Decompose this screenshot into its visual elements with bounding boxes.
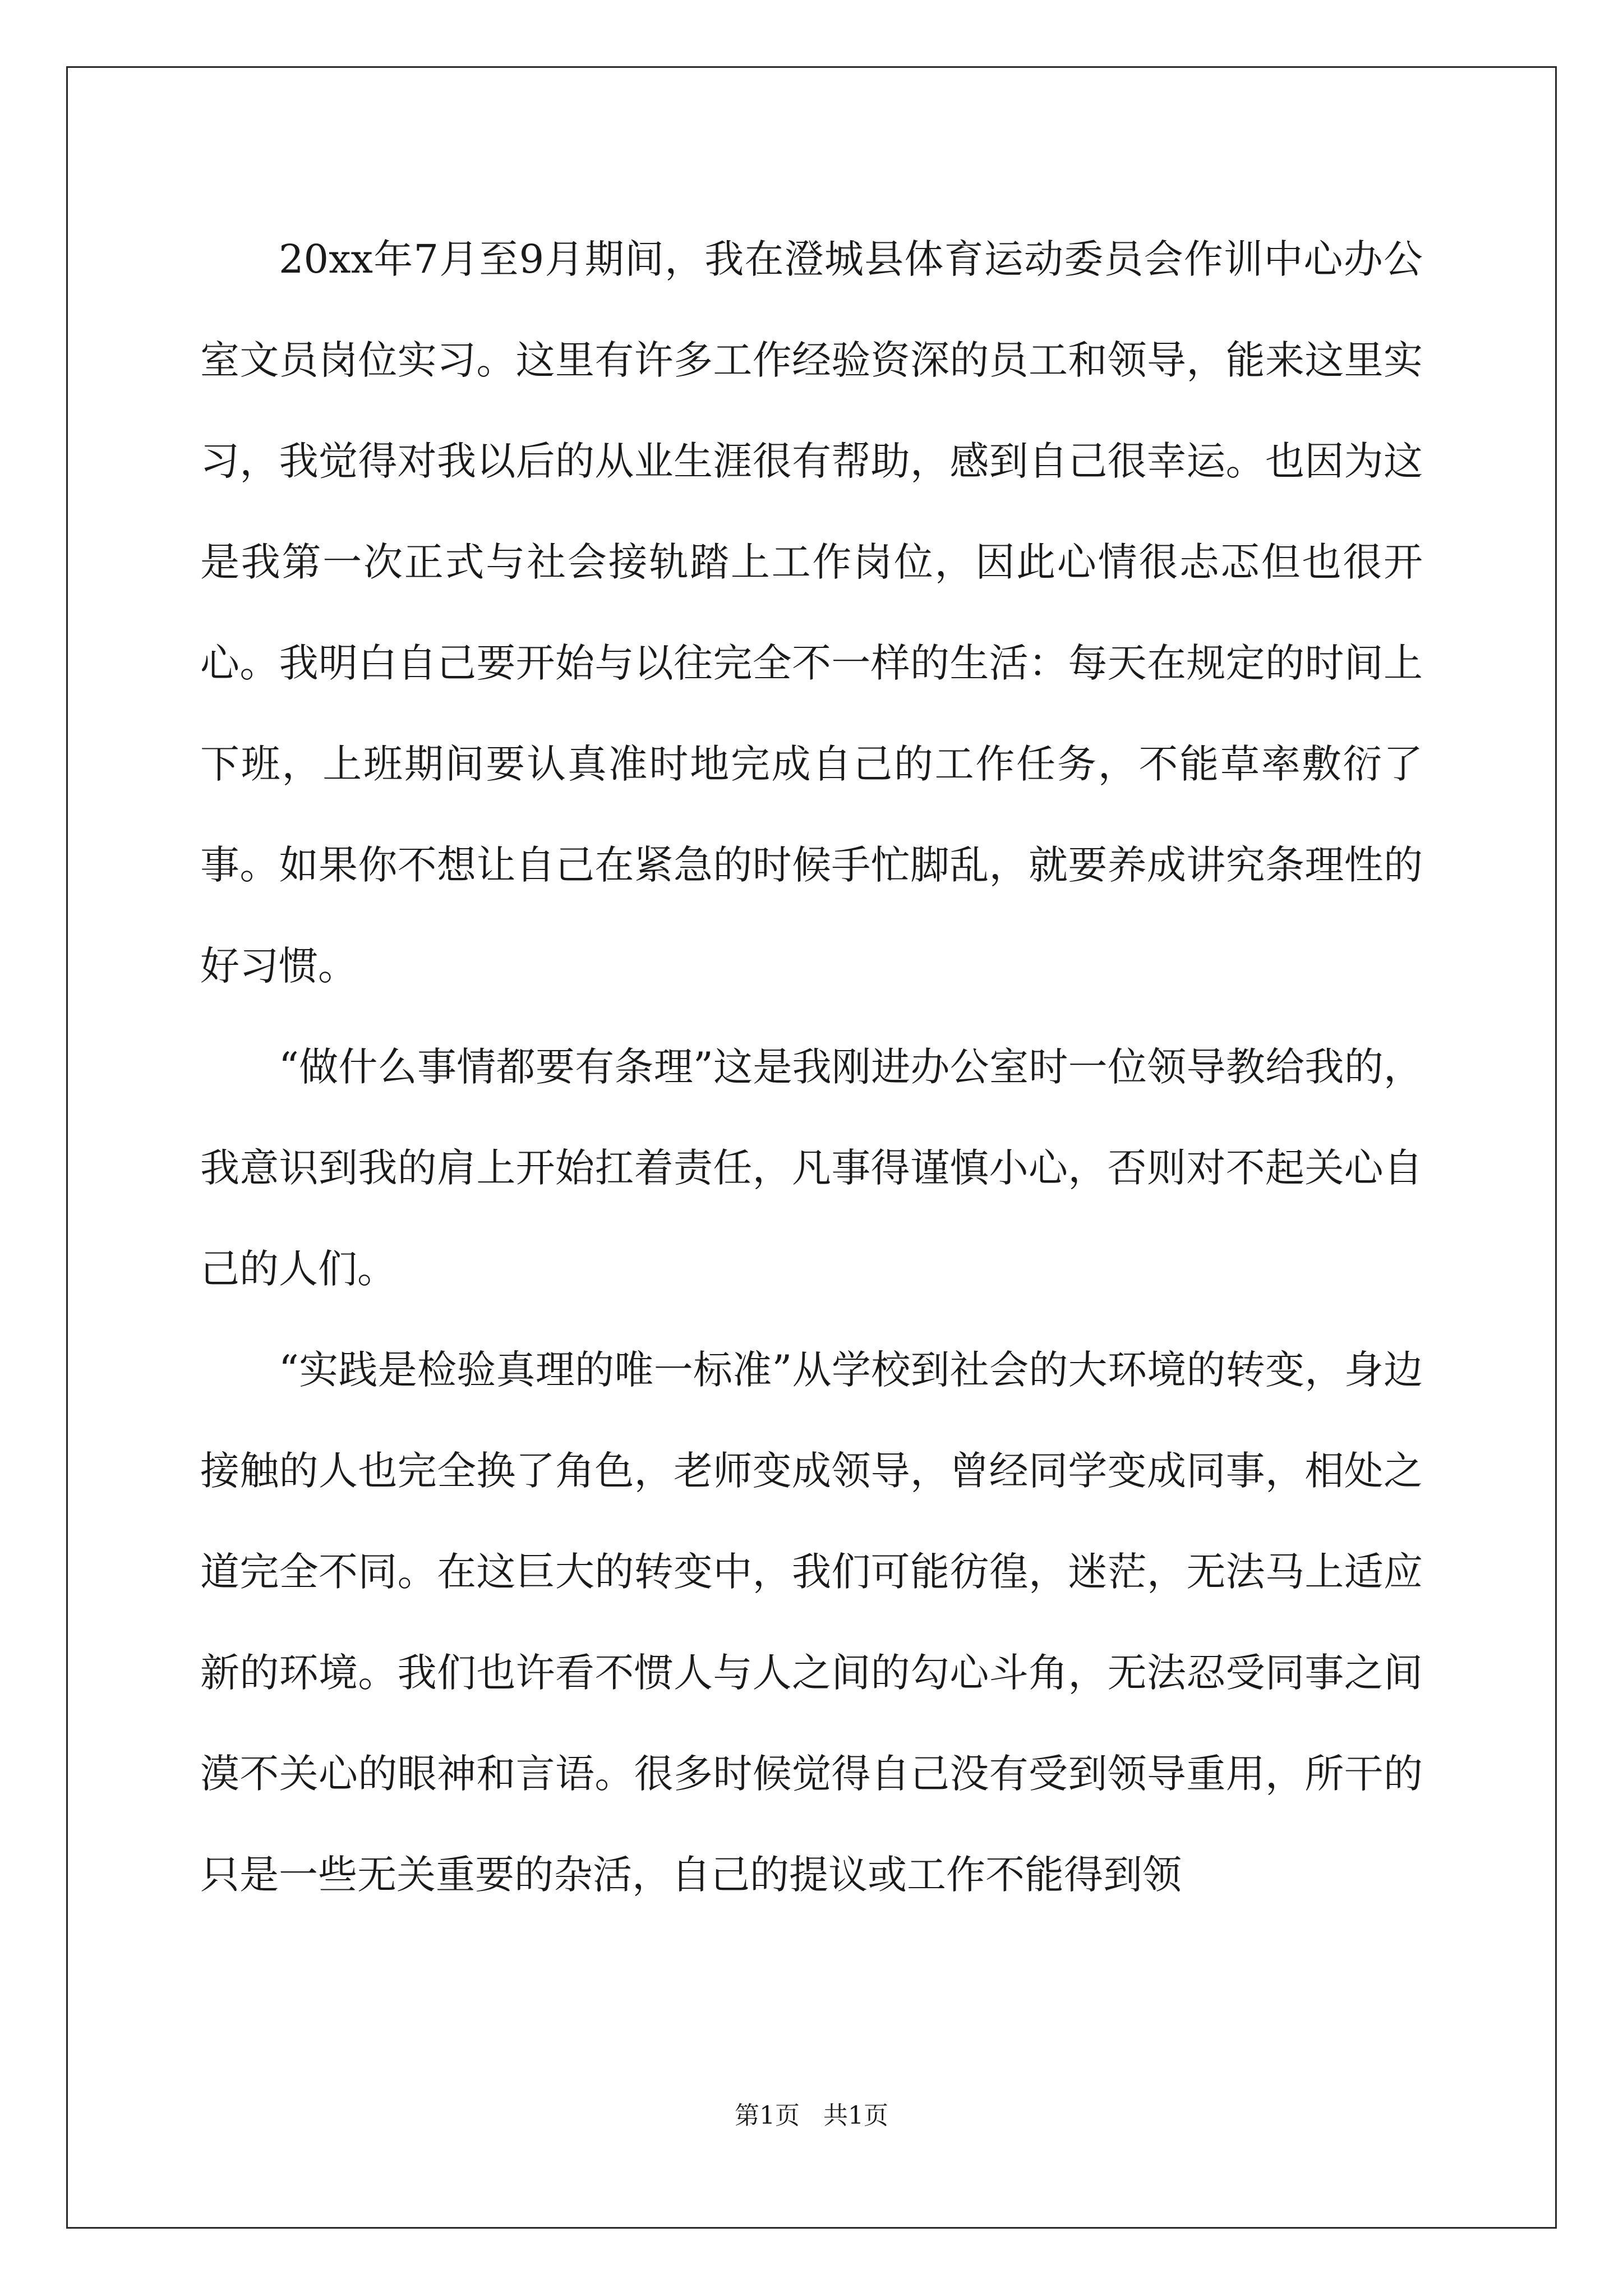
paragraph-1: 20xx年7月至9月期间，我在澄城县体育运动委员会作训中心办公室文员岗位实习。这里有许多工作经验资深的员工和领导，能来这里实习，我觉得对我以后的从业生涯很有帮助，感到自己很幸运。也因为这是我第一次正式与社会接轨踏上工作岗位，因此心情很忐忑但也很开心。我明白自己要开始与以往完全不一样的生活：每天在规定的时间上下班，上班期间要认真准时地完成自己的工作任务，不能草率敷衍了事。如果你不想让自己在紧急的时候手忙脚乱，就要养成讲究条理性的好习惯。	[200, 236, 1423, 989]
document-body	[200, 209, 1423, 1925]
paragraph-2: “做什么事情都要有条理”这是我刚进办公室时一位领导教给我的，我意识到我的肩上开始扛着责任，凡事得谨慎小心，否则对不起关心自己的人们。	[200, 1044, 1423, 1292]
paragraph-3: “实践是检验真理的唯一标准”从学校到社会的大环境的转变，身边接触的人也完全换了角色，老师变成领导，曾经同学变成同事，相处之道完全不同。在这巨大的转变中，我们可能彷徨，迷茫，无法马上适应新的环境。我们也许看不惯人与人之间的勾心斗角，无法忍受同事之间漠不关心的眼神和言语。很多时候觉得自己没有受到领导重用，所干的只是一些无关重要的杂活，自己的提议或工作不能得到领	[200, 1347, 1423, 1898]
page-number-footer: 第1页 共1页	[735, 2101, 888, 2130]
